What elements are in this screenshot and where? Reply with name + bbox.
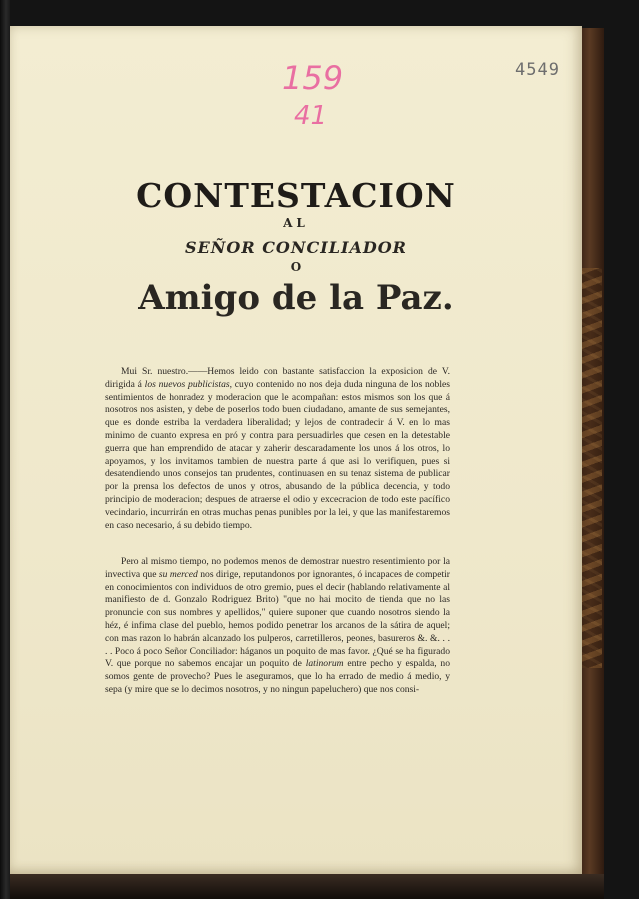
left-binding [0,0,10,899]
catalog-number: 4549 [515,60,560,80]
document-title: CONTESTACION [136,176,456,215]
paragraph-2-rest: entre pecho y espalda, no somos gente de provecho? Pues le aseguramos, que lo ha errado de medio á medio, y sepa (y mire que se lo decimos nosotros, y no ningun papeluchero) que nos consi- [105,658,450,695]
paragraph-2-italic-2: latinorum [305,658,344,670]
connector-o: O [290,260,302,274]
paragraph-2-italic-1: su merced [158,568,198,580]
pink-handwritten-mark: 159 [282,59,344,97]
document-subtitle: SEÑOR CONCILIADOR [185,238,407,257]
connector-al: AL [283,216,309,230]
paragraph-1 [105,366,450,532]
book-bottom-edge [10,874,604,899]
paragraph-2-opening: Pero al mismo tiempo, no podemos menos de demostrar nuestro resentimiento por la invectiva que [105,556,450,580]
pink-handwritten-mark-2: 41 [294,101,328,131]
paragraph-2 [105,556,450,697]
paragraph-1-opening: Mui Sr. nuestro.——Hemos leido con bastante satisfaccion la exposicion de V. dirigida á [105,366,450,390]
paragraph-1-italic: los nuevos publicistas [144,378,230,390]
document-page [10,26,582,874]
marbled-endpaper [582,268,602,668]
paragraph-1-rest: , cuyo contenido no nos deja duda ninguna de los nobles sentimientos de honradez y moderacion que le acompañan: estos mismos son los que á nosotros nos asisten, y debe de poserlos todo buen ciudadano, amante de sus semejantes, que es donde estriba la verdadera liberalidad; y lejos de contradecir á V. en lo mas minimo de cuanto expresa en pró y contra para persuadirles que cesen en la detestable guerra que han emprendido de atacar y zaherir descaradamente los unos á los otros, lo apoyamos, y los invitamos tambien de nuestra parte á que asi lo verifiquen, pues si desatendiendo unos consejos tan prudentes, continuasen en su tenaz sistema de publicar por la prensa los defectos de unos y otros, abusando de la pública decencia, y todo principio de moderacion; despues de atraerse el odio y excecracion de todo este pacífico vecindario, incurrirán en otras muchas penas punibles por la lei, y que las manifestaremos en caso necesario, á su debido tiempo. [105,378,450,531]
book-cover-edge [580,28,604,874]
document-heading: Amigo de la Paz. [138,278,454,318]
paragraph-2-middle: nos dirige, reputandonos por ignorantes, ó incapaces de competir en conocimientos con individuos de otro gremio, pues el decir (hablando relativamente al manifiesto de d. Gonzalo Rodriguez Brito) "que no hai mocito de tienda que no las pronuncie con sus nombres y apellidos," quiere suponer que cuando nosotros siendo la héz, é infima clase del pueblo, hemos podido penetrar los arcanos de la sátira de aquel; con mas razon lo habrán alcanzado los pulperos, carretilleros, peones, basureros &. &. . . . . Poco á poco Señor Conciliador: háganos un poquito de mas favor. ¿Qué se ha figurado V. que porque no sabemos encajar un poquito de [105,568,450,670]
